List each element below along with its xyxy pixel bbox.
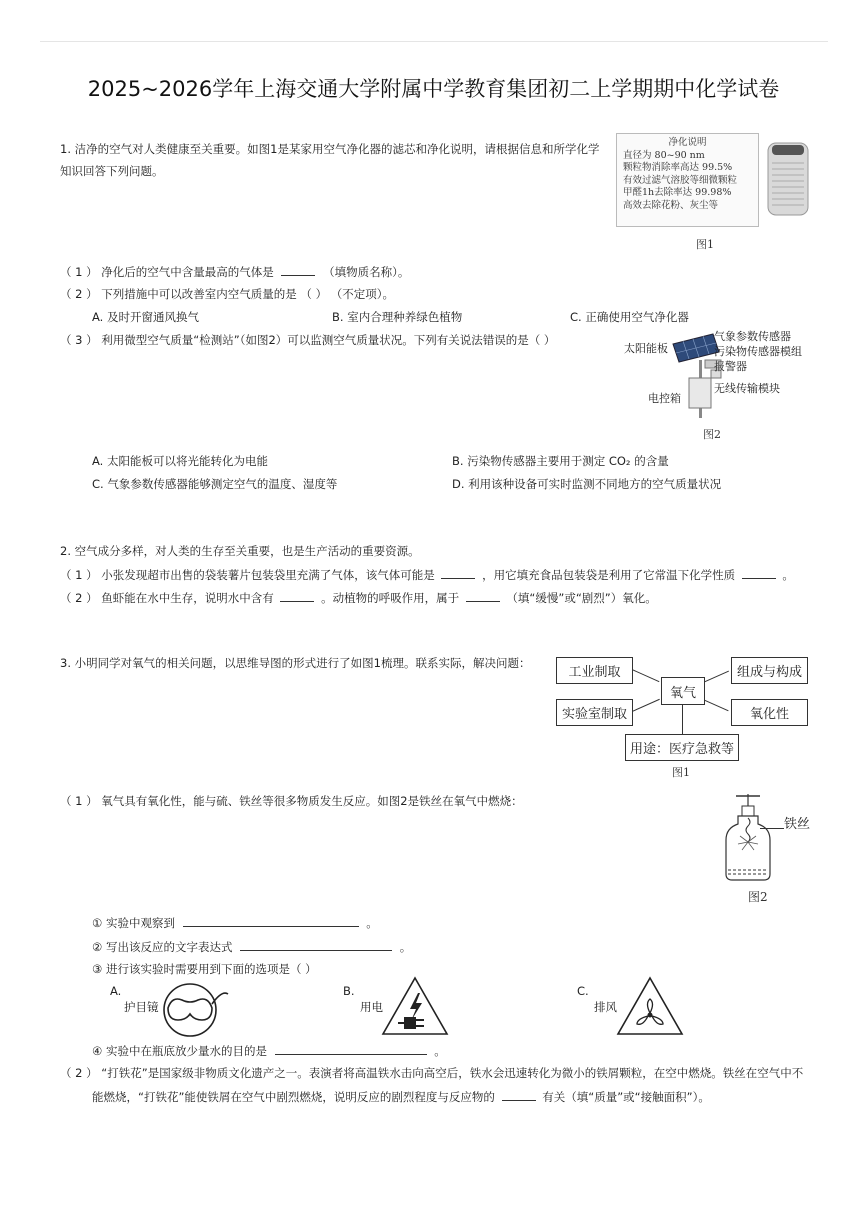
- q1-sub2: （ 2 ） 下列措施中可以改善室内空气质量的是 （ ） （不定项）。: [60, 287, 394, 301]
- q1-fig1-note: [616, 133, 759, 227]
- note-line-0: 净化说明: [668, 137, 707, 148]
- mindmap-link: [682, 704, 683, 734]
- fig2-iron-wire-label: 铁丝: [784, 817, 811, 832]
- q3-sub1: （ 1 ） 氧气具有氧化性，能与硫、铁丝等很多物质发生反应。如图2是铁丝在氧气中燃烧：: [60, 794, 523, 808]
- option-a-label: 护目镜: [124, 1000, 159, 1014]
- note-line-1: 直径为 80~90 nm: [623, 149, 705, 161]
- mindmap-link: [703, 671, 729, 683]
- q2-sub1-mid: ，用它填充食品包装袋是利用了它常温下化学性质: [482, 568, 736, 582]
- air-purifier-image: [764, 139, 812, 217]
- q3-sub2-line2-text: 能燃烧，“打铁花”能使铁屑在空气中剧烈燃烧，说明反应的剧烈程度与反应物的: [92, 1090, 495, 1104]
- mindmap-link: [632, 699, 660, 712]
- top-divider: [40, 41, 828, 42]
- q2-sub2-mid: 。动植物的呼吸作用，属于: [321, 591, 460, 605]
- q1-fig1-caption: 图1: [696, 238, 714, 251]
- electricity-warning-icon: [380, 975, 450, 1037]
- q3-item3: ③ 进行该实验时需要用到下面的选项是（ ）: [92, 962, 317, 976]
- mindmap-link: [632, 669, 660, 682]
- mindmap-node-oxidation: 氧化性: [731, 699, 808, 726]
- q3-sub2-line1: （ 2 ） “打铁花”是国家级非物质文化遗产之一。表演者将高温铁水击向高空后，铁水会迅速转化为微小的铁屑颗粒，在空中燃烧。铁丝在空气中不: [60, 1066, 804, 1080]
- q3-item1-tail: 。: [366, 916, 378, 930]
- q1-sub3-option-a: A. 太阳能板可以将光能转化为电能: [92, 454, 268, 468]
- mindmap-node-oxygen: 氧气: [661, 677, 705, 705]
- fig2-label-solar: 太阳能板: [624, 342, 668, 355]
- q3-item4: [92, 1042, 446, 1059]
- q3-item2: [92, 938, 411, 955]
- q1-sub3-option-b: B. 污染物传感器主要用于测定 CO₂ 的含量: [452, 454, 669, 468]
- option-b-label: 用电: [360, 1000, 383, 1014]
- answer-blank[interactable]: [441, 566, 475, 579]
- answer-blank[interactable]: [280, 589, 314, 602]
- option-b-letter: B.: [343, 984, 355, 998]
- note-line-2: 颗粒物消除率高达 99.5%: [623, 162, 733, 173]
- q3-item1-text: ① 实验中观察到: [92, 916, 175, 930]
- answer-blank[interactable]: [240, 938, 392, 951]
- q2-sub2-text: （ 2 ） 鱼虾能在水中生存，说明水中含有: [60, 591, 274, 605]
- q3-item4-text: ④ 实验中在瓶底放少量水的目的是: [92, 1044, 267, 1058]
- note-line-4: 甲醛1h去除率达 99.98%: [623, 187, 732, 198]
- label-pointer: [760, 828, 784, 829]
- q1-sub2-option-a: A. 及时开窗通风换气: [92, 310, 199, 324]
- answer-blank[interactable]: [183, 914, 359, 927]
- q2-sub1: [60, 566, 794, 583]
- q1-sub1-tail: （填物质名称）。: [323, 265, 410, 279]
- note-line-5: 高效去除花粉、灰尘等: [623, 199, 719, 211]
- q3-sub2-tail: 有关（填“质量”或“接触面积”）。: [542, 1090, 710, 1104]
- q3-stem: 3. 小明同学对氧气的相关问题，以思维导图的形式进行了如图1梳理。联系实际，解决问题：: [60, 656, 531, 670]
- q1-fig2-caption: 图2: [703, 428, 721, 441]
- q2-sub1-tail: 。: [782, 568, 794, 582]
- q3-item4-tail: 。: [434, 1044, 446, 1058]
- q2-sub2: [60, 589, 657, 606]
- q1-sub3: （ 3 ） 利用微型空气质量“检测站”（如图2）可以监测空气质量状况。下列有关说法错误的是（ ）: [60, 333, 556, 347]
- q1-sub1-text: （ 1 ） 净化后的空气中含量最高的气体是: [60, 265, 274, 279]
- q1-sub2-option-b: B. 室内合理种养绿色植物: [332, 310, 463, 324]
- q1-stem: 1. 洁净的空气对人类健康至关重要。如图1是某家用空气净化器的滤芯和净化说明，请根据信息和所学化学知识回答下列问题。: [60, 142, 600, 178]
- fig2-label-pollution: 污染物传感器模组: [714, 345, 802, 358]
- q3-item2-tail: 。: [399, 940, 412, 954]
- mindmap-node-industrial: 工业制取: [556, 657, 633, 684]
- q1-sub3-option-c: C. 气象参数传感器能够测定空气的温度、湿度等: [92, 477, 338, 491]
- fig2-label-sensor: 气象参数传感器: [714, 330, 791, 343]
- mindmap-link: [703, 699, 729, 711]
- q1-sub1: [60, 263, 409, 280]
- goggles-icon: [160, 978, 232, 1038]
- answer-blank[interactable]: [466, 589, 500, 602]
- q3-fig2-caption: 图2: [748, 890, 768, 904]
- iron-wire-jar-image: [718, 792, 778, 884]
- answer-blank[interactable]: [275, 1042, 427, 1055]
- q3-sub2-line2: [92, 1088, 710, 1105]
- q1-sub3-option-d: D. 利用该种设备可实时监测不同地方的空气质量状况: [452, 477, 722, 491]
- q1-sub2-option-c: C. 正确使用空气净化器: [570, 310, 689, 324]
- mindmap-node-lab: 实验室制取: [556, 699, 633, 726]
- fig2-label-alarm: 报警器: [714, 360, 747, 373]
- q3-fig1-caption: 图1: [672, 766, 690, 779]
- q3-item2-text: ② 写出该反应的文字表达式: [92, 940, 233, 954]
- option-a-letter: A.: [110, 984, 122, 998]
- q2-sub2-tail: （填“缓慢”或“剧烈”）氧化。: [506, 591, 657, 605]
- ventilation-fan-icon: [615, 975, 685, 1037]
- q2-stem: 2. 空气成分多样，对人类的生存至关重要，也是生产活动的重要资源。: [60, 544, 420, 558]
- option-c-letter: C.: [577, 984, 589, 998]
- answer-blank[interactable]: [281, 263, 315, 276]
- fig2-label-battery: 电控箱: [648, 392, 681, 405]
- mindmap-node-usage: 用途：医疗急救等: [625, 734, 739, 761]
- fig2-label-wireless: 无线传输模块: [714, 382, 780, 395]
- mindmap-node-composition: 组成与构成: [731, 657, 808, 684]
- note-line-3: 有效过滤气溶胶等细微颗粒: [623, 174, 738, 186]
- answer-blank[interactable]: [502, 1088, 536, 1101]
- q3-item1: [92, 914, 378, 931]
- q2-sub1-text: （ 1 ） 小张发现超市出售的袋装薯片包装袋里充满了气体，该气体可能是: [60, 568, 435, 582]
- page-title: 2025~2026学年上海交通大学附属中学教育集团初二上学期期中化学试卷: [87, 77, 780, 101]
- option-c-label: 排风: [594, 1000, 617, 1014]
- answer-blank[interactable]: [742, 566, 776, 579]
